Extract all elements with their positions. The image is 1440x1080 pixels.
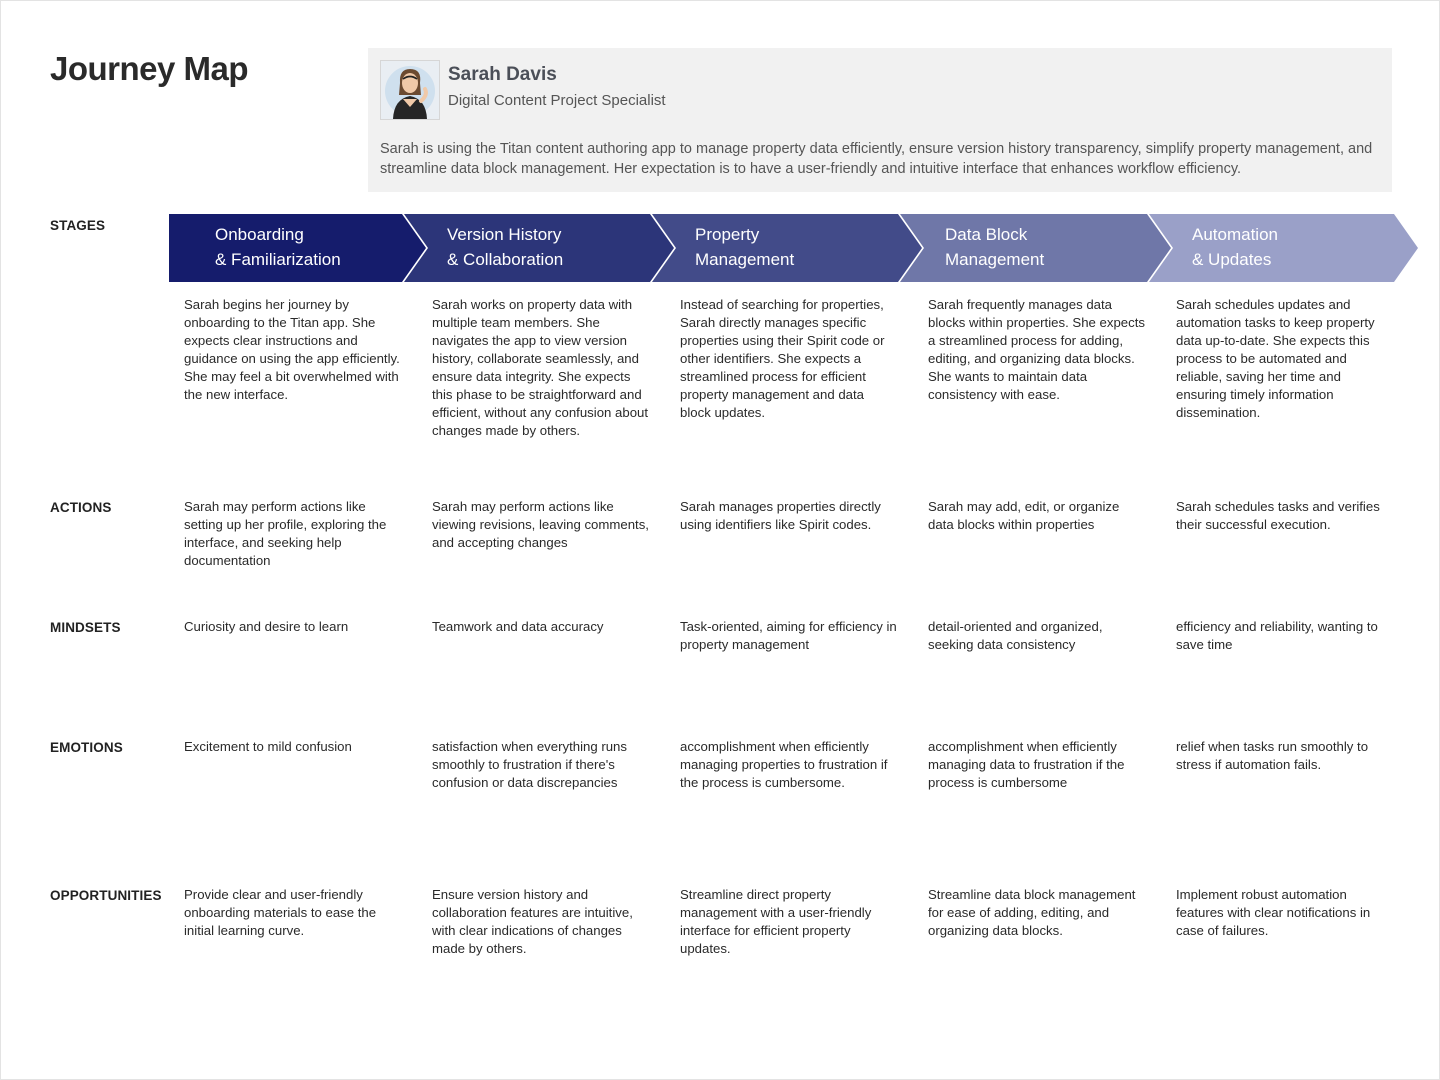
row-label-mindsets: MINDSETS bbox=[50, 620, 121, 635]
mindsets-cell: Task-oriented, aiming for efficiency in property management bbox=[680, 619, 897, 652]
emotions-cell: accomplishment when efficiently managing data to frustration if the process is cumbersome bbox=[928, 739, 1125, 790]
emotions-cell: relief when tasks run smoothly to stress if automation fails. bbox=[1176, 739, 1369, 772]
row-label-stages: STAGES bbox=[50, 218, 106, 233]
actions-cell: Sarah may perform actions like viewing revisions, leaving comments, and accepting changes bbox=[432, 499, 649, 550]
opportunities-cell: Ensure version history and collaboration features are intuitive, with clear indications of changes made by others. bbox=[432, 887, 633, 956]
opportunities-cell: Implement robust automation features with clear notifications in case of failures. bbox=[1176, 887, 1371, 938]
stage-title-1: Onboarding & Familiarization bbox=[215, 225, 341, 269]
mindsets-cell: Curiosity and desire to learn bbox=[184, 619, 349, 634]
emotions-cell: accomplishment when efficiently managing properties to frustration if the process is cumbersome. bbox=[680, 739, 888, 790]
page-title: Journey Map bbox=[50, 50, 249, 87]
emotions-cell: Excitement to mild confusion bbox=[184, 739, 352, 754]
row-label-opportunities: OPPORTUNITIES bbox=[50, 888, 162, 903]
opportunities-cell: Streamline data block management for ease of adding, editing, and organizing data blocks. bbox=[928, 887, 1136, 938]
stage-description: Instead of searching for properties, Sarah directly manages specific properties using their Spirit code or other identifiers. She expects a streamlined process for efficient property management and data block updates. bbox=[680, 297, 885, 420]
mindsets-cell: detail-oriented and organized, seeking data consistency bbox=[928, 619, 1103, 652]
stage-description: Sarah begins her journey by onboarding to the Titan app. She expects clear instructions and guidance on using the app efficiently. She may feel a bit overwhelmed with the new interface. bbox=[184, 297, 400, 402]
actions-cell: Sarah manages properties directly using identifiers like Spirit codes. bbox=[680, 499, 881, 532]
row-label-actions: ACTIONS bbox=[50, 500, 112, 515]
persona-name: Sarah Davis bbox=[448, 64, 557, 85]
stage-title-4: Data Block Management bbox=[945, 225, 1045, 269]
opportunities-cell: Provide clear and user-friendly onboarding materials to ease the initial learning curve. bbox=[184, 887, 377, 938]
persona-description: Sarah is using the Titan content authoring app to manage property data efficiently, ensure version history transparency, simplify property management, and streamline data block management. Her expectation is to have a user-friendly and intuitive interface that enhances workflow efficiency. bbox=[380, 141, 1373, 177]
stage-title-5: Automation & Updates bbox=[1192, 225, 1278, 269]
mindsets-cell: efficiency and reliability, wanting to save time bbox=[1176, 619, 1378, 652]
stage-description: Sarah works on property data with multiple team members. She navigates the app to view version history, collaborate seamlessly, and ensure data integrity. She expects this phase to be straightforward and efficient, without any confusion about changes made by others. bbox=[432, 297, 649, 438]
mindsets-cell: Teamwork and data accuracy bbox=[432, 619, 604, 634]
stage-title-3: Property Management bbox=[695, 225, 795, 269]
actions-cell: Sarah may add, edit, or organize data blocks within properties bbox=[928, 499, 1120, 532]
emotions-cell: satisfaction when everything runs smoothly to frustration if there's confusion or data discrepancies bbox=[432, 739, 627, 790]
stage-description: Sarah schedules updates and automation tasks to keep property data up-to-date. She expects this process to be automated and reliable, saving her time and ensuring timely information dissemination. bbox=[1176, 297, 1375, 420]
stage-description: Sarah frequently manages data blocks within properties. She expects a streamlined process for adding, editing, and organizing data blocks. She wants to maintain data consistency with ease. bbox=[928, 297, 1145, 402]
row-label-emotions: EMOTIONS bbox=[50, 740, 123, 755]
stage-title-2: Version History & Collaboration bbox=[447, 225, 564, 269]
persona-role: Digital Content Project Specialist bbox=[448, 92, 666, 109]
opportunities-cell: Streamline direct property management with a user-friendly interface for efficient property updates. bbox=[680, 887, 872, 956]
actions-cell: Sarah may perform actions like setting up her profile, exploring the interface, and seeking help documentation bbox=[184, 499, 387, 568]
actions-cell: Sarah schedules tasks and verifies their successful execution. bbox=[1176, 499, 1380, 532]
stage-chevron-5 bbox=[1149, 214, 1418, 282]
